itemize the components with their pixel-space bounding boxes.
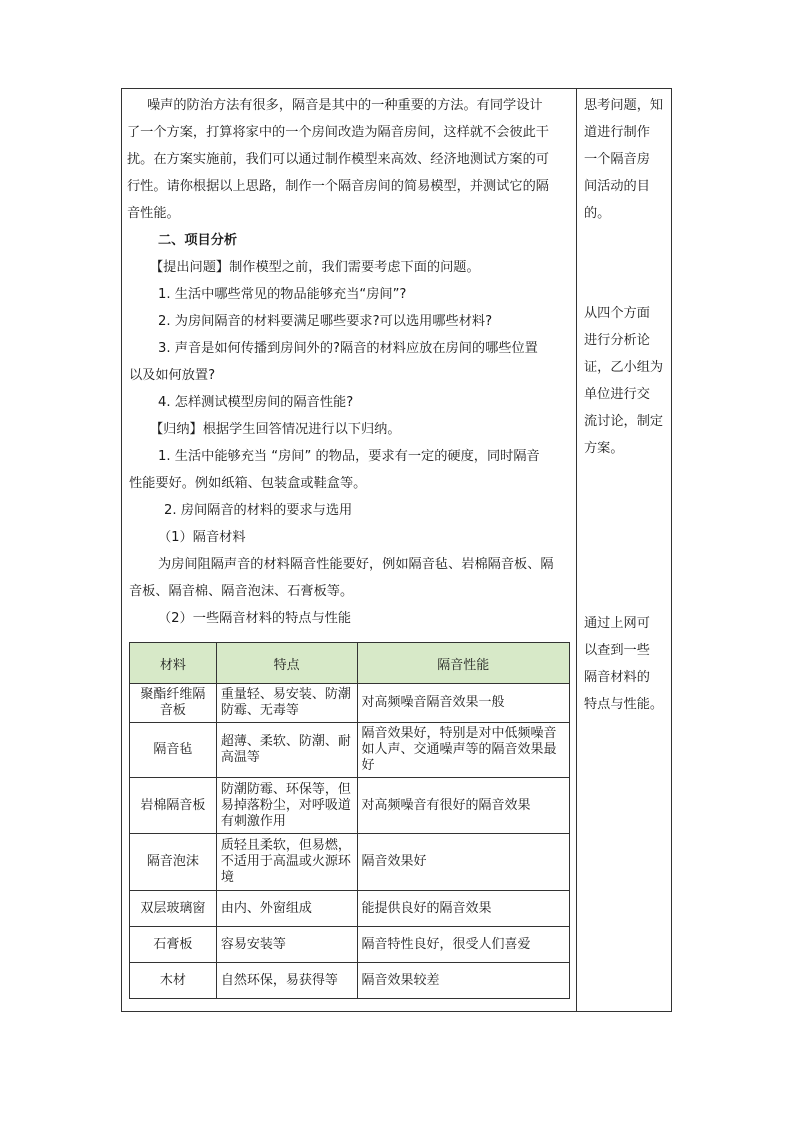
column-divider [576,88,577,1012]
sidebar-note-purpose [584,92,668,227]
question-intro: 【提出问题】制作模型之前，我们需要考虑下面的问题。 [150,260,480,275]
summary-intro: 【归纳】根据学生回答情况进行以下归纳。 [150,422,401,437]
material-performance: 隔音效果较差 [357,963,570,999]
note-line: 一个隔音房 [584,152,650,167]
note-line: 的。 [584,206,611,221]
material-name: 石膏板 [130,927,217,963]
material-name: 聚酯纤维隔音板 [130,684,217,723]
summary-1: 1. 生活中能够充当 “房间” 的物品，要求有一定的硬度，同时隔音 [158,449,540,464]
intro-line: 了一个方案，打算将家中的一个房间改造为隔音房间，这样就不会彼此干 [127,125,549,140]
table-row [130,778,570,834]
summary-1-cont: 性能要好。例如纸箱、包装盒或鞋盒等。 [129,476,367,491]
table-row [130,834,570,891]
material-feature: 由内、外窗组成 [216,891,357,927]
sidebar-note-research [584,610,668,718]
summary-2: 2. 房间隔音的材料的要求与选用 [164,503,353,518]
note-line: 从四个方面 [584,306,650,321]
material-performance: 对高频噪音隔音效果一般 [357,684,570,723]
note-line: 道进行制作 [584,125,650,140]
material-feature: 防潮防霉、环保等，但易掉落粉尘，对呼吸道有刺激作用 [216,778,357,834]
note-line: 方案。 [584,441,624,456]
note-line: 以查到一些 [584,643,650,658]
intro-paragraph [121,92,576,227]
intro-line: 扰。在方案实施前，我们可以通过制作模型来高效、经济地测试方案的可 [127,152,549,167]
material-feature: 自然环保，易获得等 [216,963,357,999]
main-column [121,92,576,632]
note-line: 隔音材料的 [584,670,650,685]
table-header: 材料 [130,643,217,684]
table-row [130,891,570,927]
question-3-cont: 以及如何放置? [129,368,216,383]
material-name: 隔音毡 [130,723,217,778]
intro-line: 音性能。 [127,206,180,221]
table-row [130,963,570,999]
table-header: 隔音性能 [357,643,570,684]
table-header-row [130,643,570,684]
question-2: 2. 为房间隔音的材料要满足哪些要求?可以选用哪些材料? [158,314,493,329]
materials-paragraph-cont: 音板、隔音棉、隔音泡沫、石膏板等。 [129,584,354,599]
question-3: 3. 声音是如何传播到房间外的?隔音的材料应放在房间的哪些位置 [158,341,538,356]
note-line: 证，乙小组为 [584,360,664,375]
intro-line: 行性。请你根据以上思路，制作一个隔音房间的简易模型，并测试它的隔 [127,179,549,194]
section-heading: 二、项目分析 [158,233,238,248]
materials-paragraph: 为房间阻隔声音的材料隔音性能要好，例如隔音毡、岩棉隔音板、隔 [158,557,554,572]
material-name: 岩棉隔音板 [130,778,217,834]
material-feature: 质轻且柔软，但易燃，不适用于高温或火源环境 [216,834,357,891]
material-performance: 隔音效果好，特别是对中低频噪音如人声、交通噪声等的隔音效果最好 [357,723,570,778]
subheading-materials: （1）隔音材料 [158,530,246,545]
material-performance: 隔音特性良好，很受人们喜爱 [357,927,570,963]
material-feature: 容易安装等 [216,927,357,963]
table-row [130,684,570,723]
material-performance: 能提供良好的隔音效果 [357,891,570,927]
question-4: 4. 怎样测试模型房间的隔音性能? [158,395,354,410]
note-line: 流讨论，制定 [584,414,664,429]
material-feature: 重量轻、易安装、防潮防霉、无毒等 [216,684,357,723]
note-line: 通过上网可 [584,616,650,631]
note-line: 进行分析论 [584,333,650,348]
material-name: 木材 [130,963,217,999]
note-line: 思考问题，知 [584,98,664,113]
material-name: 隔音泡沫 [130,834,217,891]
table-row [130,723,570,778]
note-line: 间活动的目 [584,179,650,194]
sidebar-note-analysis [584,300,668,462]
question-1: 1. 生活中哪些常见的物品能够充当“房间”? [158,287,407,302]
materials-table [129,642,570,999]
subheading-features: （2）一些隔音材料的特点与性能 [158,611,352,626]
note-line: 单位进行交 [584,387,650,402]
table-header: 特点 [216,643,357,684]
material-name: 双层玻璃窗 [130,891,217,927]
material-performance: 隔音效果好 [357,834,570,891]
intro-line: 噪声的防治方法有很多，隔音是其中的一种重要的方法。有同学设计 [147,98,543,113]
material-feature: 超薄、柔软、防潮、耐高温等 [216,723,357,778]
note-line: 特点与性能。 [584,697,664,712]
material-performance: 对高频噪音有很好的隔音效果 [357,778,570,834]
table-row [130,927,570,963]
